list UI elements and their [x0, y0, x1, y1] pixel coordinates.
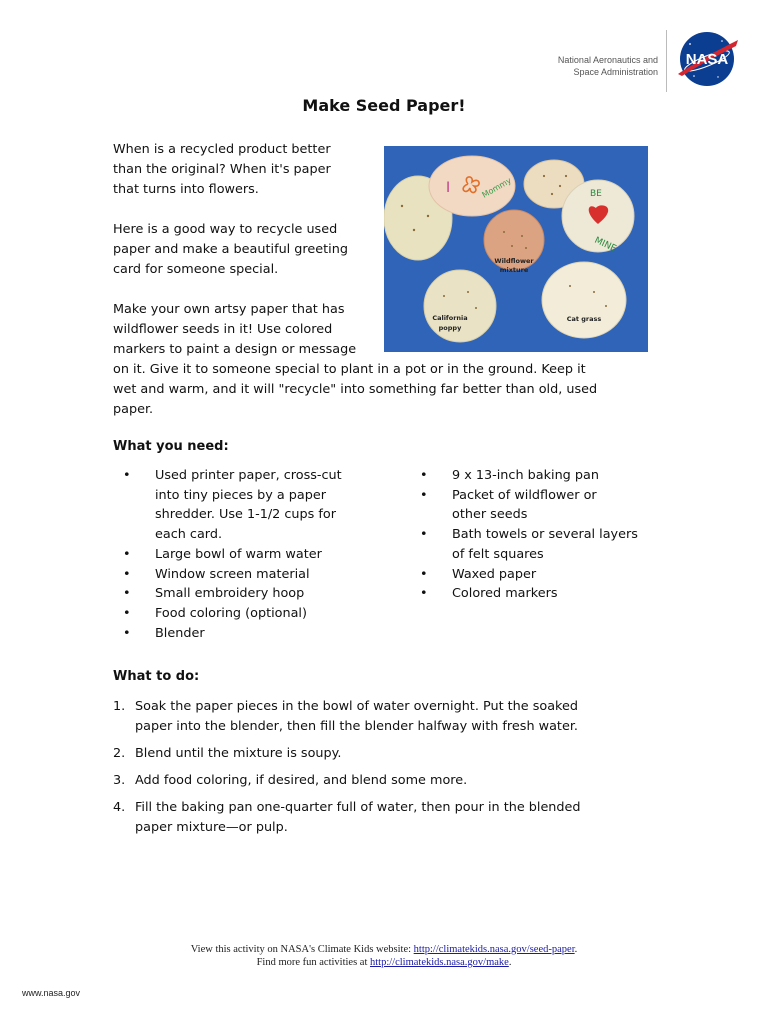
- footer: [0, 943, 768, 969]
- list-item: [410, 525, 670, 564]
- step-line: Blend until the mixture is soupy.: [135, 746, 342, 761]
- disc-text-be: BE: [590, 189, 602, 199]
- list-item-line: Packet of wildflower or: [452, 487, 597, 503]
- list-item-line: Colored markers: [452, 586, 558, 602]
- intro-p1-line: that turns into flowers.: [113, 182, 259, 197]
- list-item-line: Used printer paper, cross-cut: [155, 468, 342, 483]
- header-divider: [666, 30, 667, 92]
- intro-p2-line: Here is a good way to recycle used: [113, 222, 338, 237]
- intro-paragraph-1: [113, 140, 331, 200]
- agency-name: [558, 54, 658, 78]
- intro-p1-line: than the original? When it's paper: [113, 162, 331, 177]
- list-item: [113, 545, 403, 565]
- footer-text: Find more fun activities at: [256, 957, 370, 968]
- step-item: [113, 798, 653, 838]
- step-number: 1.: [113, 699, 126, 714]
- step-item: [113, 744, 653, 764]
- intro-p3-line: paper.: [113, 402, 154, 417]
- intro-p2-line: paper and make a beautiful greeting: [113, 242, 348, 257]
- section-heading-what-to-do: What to do:: [113, 669, 200, 684]
- label-wildflower: Wildflower: [494, 257, 534, 265]
- intro-p1-line: When is a recycled product better: [113, 142, 331, 157]
- list-item-line: into tiny pieces by a paper: [155, 487, 326, 503]
- intro-p3-line: Make your own artsy paper that has: [113, 302, 345, 317]
- footer-text: .: [508, 957, 512, 968]
- step-item: [113, 697, 653, 737]
- list-item-line: Food coloring (optional): [155, 605, 307, 621]
- list-item-line: Bath towels or several layers: [452, 527, 638, 543]
- list-item: [410, 486, 670, 525]
- disc-text-mommy: Mommy: [480, 175, 513, 200]
- list-item: [410, 584, 670, 604]
- label-cat-grass: Cat grass: [566, 315, 602, 323]
- steps-list: [113, 697, 653, 845]
- nasa-logo-text: NASA: [685, 51, 729, 68]
- intro-p3-line: markers to paint a design or message: [113, 342, 357, 357]
- list-item-line: Small embroidery hoop: [155, 586, 305, 602]
- step-line: paper into the blender, then fill the blender halfway with fresh water.: [135, 719, 578, 734]
- footer-text: .: [574, 944, 578, 955]
- agency-name-line2: Space Administration: [573, 67, 658, 77]
- step-number: 3.: [113, 773, 126, 788]
- list-item-line: 9 x 13-inch baking pan: [452, 468, 599, 483]
- footer-text: View this activity on NASA's Climate Kids website:: [190, 944, 414, 955]
- list-item-line: shredder. Use 1-1/2 cups for: [155, 507, 336, 523]
- step-item: [113, 771, 653, 791]
- intro-p3-line: on it. Give it to someone special to plant in a pot or in the ground. Keep it: [113, 362, 586, 377]
- disc-text-mine: MINE: [592, 235, 618, 255]
- materials-list-left: [113, 466, 403, 643]
- list-item-line: of felt squares: [452, 546, 544, 562]
- list-item-line: other seeds: [452, 507, 528, 523]
- step-number: 4.: [113, 800, 126, 815]
- intro-p3-line: wet and warm, and it will "recycle" into something far better than old, used: [113, 382, 598, 397]
- list-item: [113, 624, 403, 644]
- footer-line-1: [0, 943, 768, 956]
- list-item: [113, 604, 403, 624]
- intro-paragraph-3: [113, 300, 597, 420]
- section-heading-what-you-need: What you need:: [113, 439, 229, 454]
- website-url: www.nasa.gov: [22, 988, 81, 998]
- list-item-line: each card.: [155, 527, 223, 543]
- step-line: Add food coloring, if desired, and blend some more.: [135, 773, 468, 788]
- make-activities-link[interactable]: http://climatekids.nasa.gov/make: [370, 957, 509, 968]
- footer-line-2: [0, 956, 768, 969]
- list-item: [113, 565, 403, 585]
- intro-p2-line: card for someone special.: [113, 262, 279, 277]
- list-item: [113, 466, 403, 545]
- step-line: Fill the baking pan one-quarter full of water, then pour in the blended: [135, 800, 581, 815]
- label-mixture: mixture: [499, 266, 529, 274]
- list-item-line: Blender: [155, 625, 205, 641]
- agency-name-line1: National Aeronautics and: [557, 55, 658, 65]
- step-line: paper mixture—or pulp.: [135, 820, 288, 835]
- seed-paper-link[interactable]: http://climatekids.nasa.gov/seed-paper: [413, 944, 575, 955]
- list-item-line: Waxed paper: [452, 566, 537, 582]
- nasa-logo: [674, 30, 740, 88]
- step-line: Soak the paper pieces in the bowl of water overnight. Put the soaked: [135, 699, 579, 714]
- intro-p3-line: wildflower seeds in it! Use colored: [113, 322, 333, 337]
- disc-text-i: I: [446, 180, 451, 196]
- label-california: California: [432, 314, 468, 322]
- list-item: [410, 565, 670, 585]
- page-title: Make Seed Paper!: [302, 96, 466, 115]
- materials-list-right: [410, 466, 670, 604]
- list-item: [410, 466, 670, 486]
- label-poppy: poppy: [438, 324, 462, 332]
- intro-paragraph-2: [113, 220, 348, 280]
- step-number: 2.: [113, 746, 126, 761]
- list-item-line: Large bowl of warm water: [155, 546, 322, 562]
- list-item-line: Window screen material: [155, 566, 310, 582]
- list-item: [113, 584, 403, 604]
